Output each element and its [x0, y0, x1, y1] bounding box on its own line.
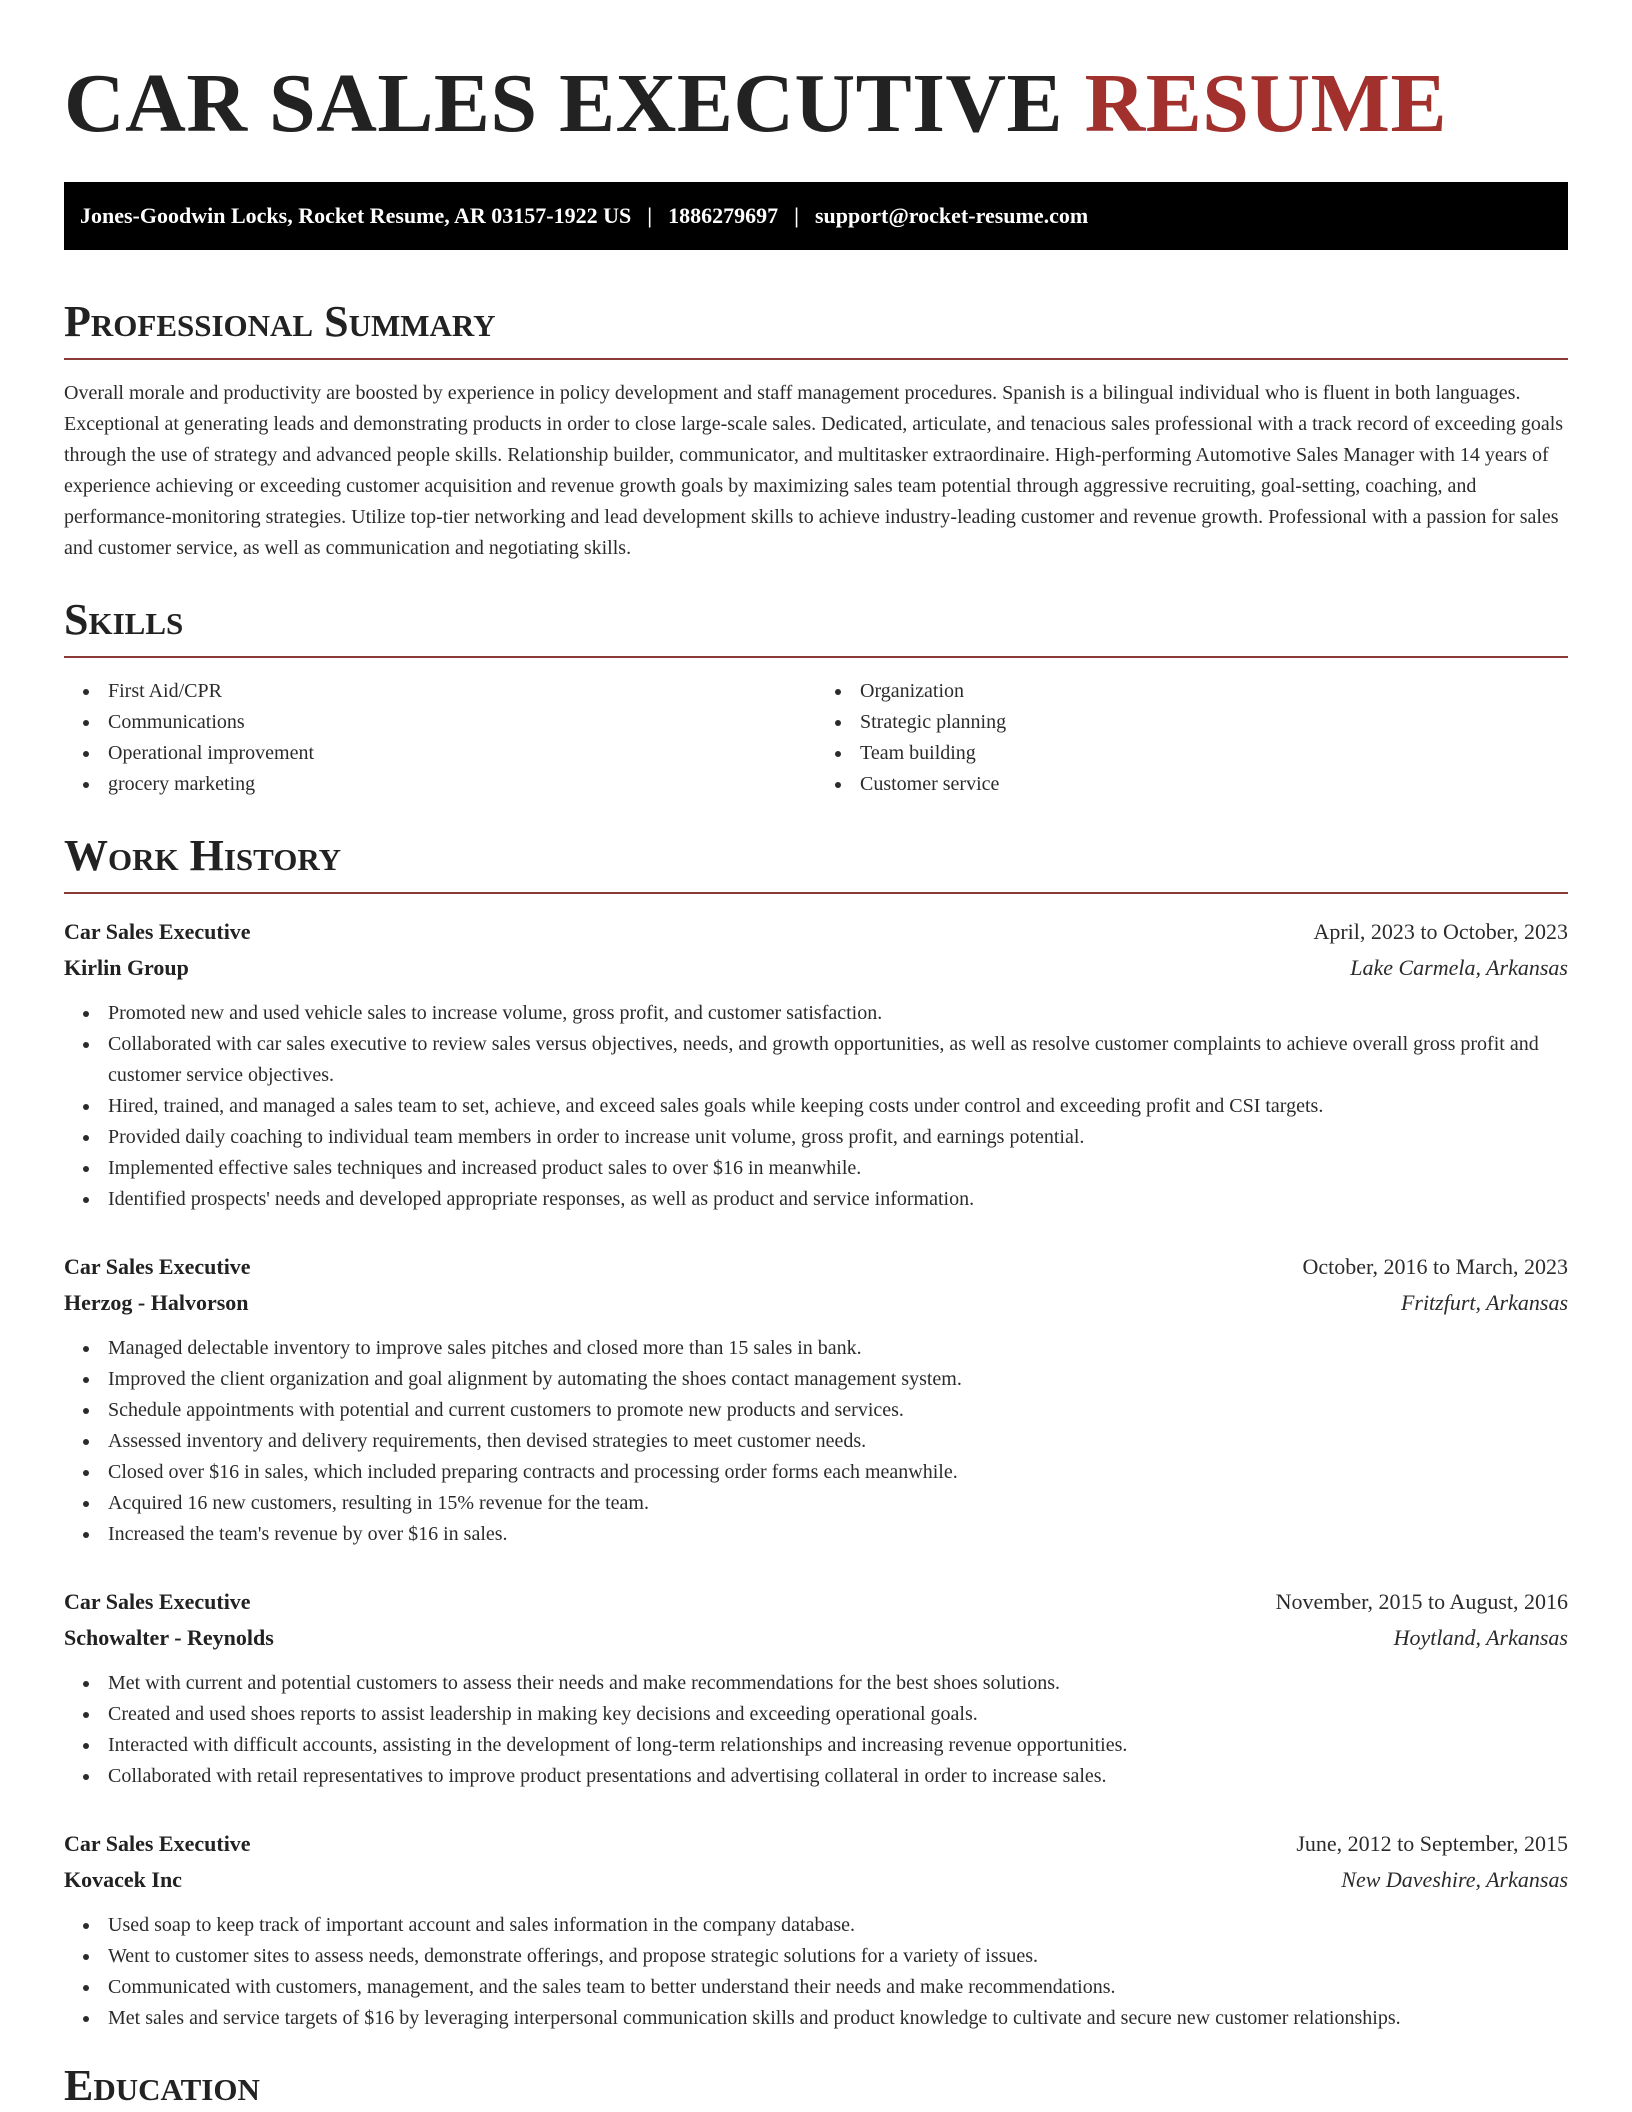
- job-duty: Collaborated with retail representatives to improve product presentations and advertising collateral in order to increase sales.: [64, 1761, 1568, 1792]
- job-duty: Interacted with difficult accounts, assisting in the development of long-term relationships and increasing revenue opportunities.: [64, 1730, 1568, 1761]
- job-duties: [64, 1910, 1568, 2034]
- work-history-heading: Work History: [64, 834, 1568, 894]
- job-duty: Acquired 16 new customers, resulting in 15% revenue for the team.: [64, 1488, 1568, 1519]
- job-dates: November, 2015 to August, 2016: [1275, 1589, 1568, 1614]
- job-duty: Managed delectable inventory to improve sales pitches and closed more than 15 sales in bank.: [64, 1333, 1568, 1364]
- summary-text: Overall morale and productivity are boosted by experience in policy development and staff management procedures. Spanish is a bilingual individual who is fluent in both languages. Exceptional at generating leads and demonstrating products in order to close large-scale sales. Dedicated, articulate, and tenacious sales professional with a track record of exceeding goals through the use of strategy and advanced people skills. Relationship builder, communicator, and multitasker extraordinaire. High-performing Automotive Sales Manager with 14 years of experience achieving or exceeding customer acquisition and revenue growth goals by maximizing sales team potential through aggressive recruiting, goal-setting, coaching, and performance-monitoring strategies. Utilize top-tier networking and lead development skills to achieve industry-leading customer and revenue growth. Professional with a passion for sales and customer service, as well as communication and negotiating skills.: [64, 382, 1564, 559]
- resume-title: [64, 0, 1568, 150]
- job-header-row: [64, 1584, 1568, 1620]
- job-company: Kirlin Group: [64, 955, 189, 980]
- job-company-row: [64, 1620, 1568, 1656]
- job-header-row: [64, 1249, 1568, 1285]
- job-company: Herzog - Halvorson: [64, 1290, 249, 1315]
- skills-heading: Skills: [64, 598, 1568, 658]
- job-duty: Schedule appointments with potential and current customers to promote new products and services.: [64, 1395, 1568, 1426]
- skill-item: Team building: [816, 738, 1568, 769]
- job-duties: [64, 1333, 1568, 1550]
- job-header-row: [64, 914, 1568, 950]
- job-dates: June, 2012 to September, 2015: [1296, 1831, 1568, 1856]
- resume-title-main: CAR SALES EXECUTIVE: [64, 57, 1064, 150]
- job-header-row: [64, 1826, 1568, 1862]
- job-entry: [64, 1249, 1568, 1550]
- contact-phone: 1886279697: [668, 203, 779, 228]
- job-company: Kovacek Inc: [64, 1867, 182, 1892]
- contact-separator: |: [647, 203, 653, 228]
- job-location: Lake Carmela, Arkansas: [1350, 955, 1568, 980]
- job-duty: Met sales and service targets of $16 by leveraging interpersonal communication skills and product knowledge to cultivate and secure new customer relationships.: [64, 2003, 1568, 2034]
- job-location: New Daveshire, Arkansas: [1341, 1867, 1568, 1892]
- job-duty: Provided daily coaching to individual team members in order to increase unit volume, gross profit, and earnings potential.: [64, 1122, 1568, 1153]
- skill-item: First Aid/CPR: [64, 676, 816, 707]
- job-duty: Met with current and potential customers to assess their needs and make recommendations for the best shoes solutions.: [64, 1668, 1568, 1699]
- education-heading: Education: [64, 2064, 1568, 2112]
- skills-column-right: [816, 676, 1568, 800]
- job-duty: Went to customer sites to assess needs, demonstrate offerings, and propose strategic solutions for a variety of issues.: [64, 1941, 1568, 1972]
- job-company: Schowalter - Reynolds: [64, 1625, 274, 1650]
- skill-item: Operational improvement: [64, 738, 816, 769]
- skill-item: grocery marketing: [64, 769, 816, 800]
- skill-item: Organization: [816, 676, 1568, 707]
- job-company-row: [64, 1285, 1568, 1321]
- summary-heading: Professional Summary: [64, 300, 1568, 360]
- job-location: Hoytland, Arkansas: [1393, 1625, 1568, 1650]
- contact-bar: [64, 182, 1568, 250]
- contact-separator: |: [794, 203, 799, 228]
- job-duty: Implemented effective sales techniques and increased product sales to over $16 in meanwhile.: [64, 1153, 1568, 1184]
- job-title: Car Sales Executive: [64, 1831, 251, 1856]
- job-duties: [64, 998, 1568, 1215]
- contact-address: Jones-Goodwin Locks, Rocket Resume, AR 03157-1922 US: [80, 203, 632, 228]
- job-duty: Created and used shoes reports to assist leadership in making key decisions and exceeding operational goals.: [64, 1699, 1568, 1730]
- job-title: Car Sales Executive: [64, 919, 251, 944]
- job-entry: [64, 1584, 1568, 1792]
- job-title: Car Sales Executive: [64, 1254, 251, 1279]
- job-duty: Communicated with customers, management, and the sales team to better understand their needs and make recommendations.: [64, 1972, 1568, 2003]
- skills-column-left: [64, 676, 816, 800]
- job-duty: Increased the team's revenue by over $16 in sales.: [64, 1519, 1568, 1550]
- job-company-row: [64, 1862, 1568, 1898]
- job-duty: Closed over $16 in sales, which included preparing contracts and processing order forms each meanwhile.: [64, 1457, 1568, 1488]
- job-duties: [64, 1668, 1568, 1792]
- job-dates: April, 2023 to October, 2023: [1313, 919, 1568, 944]
- job-company-row: [64, 950, 1568, 986]
- job-duty: Used soap to keep track of important account and sales information in the company database.: [64, 1910, 1568, 1941]
- job-duty: Collaborated with car sales executive to review sales versus objectives, needs, and growth opportunities, as well as resolve customer complaints to achieve overall gross profit and customer service objectives.: [64, 1029, 1568, 1091]
- job-dates: October, 2016 to March, 2023: [1302, 1254, 1568, 1279]
- job-entry: [64, 1826, 1568, 2034]
- skills-list: [64, 676, 1568, 800]
- skill-item: Communications: [64, 707, 816, 738]
- job-duty: Hired, trained, and managed a sales team to set, achieve, and exceed sales goals while keeping costs under control and exceeding profit and CSI targets.: [64, 1091, 1568, 1122]
- job-entry: [64, 914, 1568, 1215]
- job-duty: Identified prospects' needs and developed appropriate responses, as well as product and service information.: [64, 1184, 1568, 1215]
- job-location: Fritzfurt, Arkansas: [1400, 1290, 1568, 1315]
- job-duty: Improved the client organization and goal alignment by automating the shoes contact management system.: [64, 1364, 1568, 1395]
- skill-item: Strategic planning: [816, 707, 1568, 738]
- job-duty: Assessed inventory and delivery requirements, then devised strategies to meet customer needs.: [64, 1426, 1568, 1457]
- job-duty: Promoted new and used vehicle sales to increase volume, gross profit, and customer satisfaction.: [64, 998, 1568, 1029]
- skill-item: Customer service: [816, 769, 1568, 800]
- resume-title-accent: RESUME: [1084, 57, 1447, 150]
- job-title: Car Sales Executive: [64, 1589, 251, 1614]
- contact-email: support@rocket-resume.com: [814, 203, 1089, 228]
